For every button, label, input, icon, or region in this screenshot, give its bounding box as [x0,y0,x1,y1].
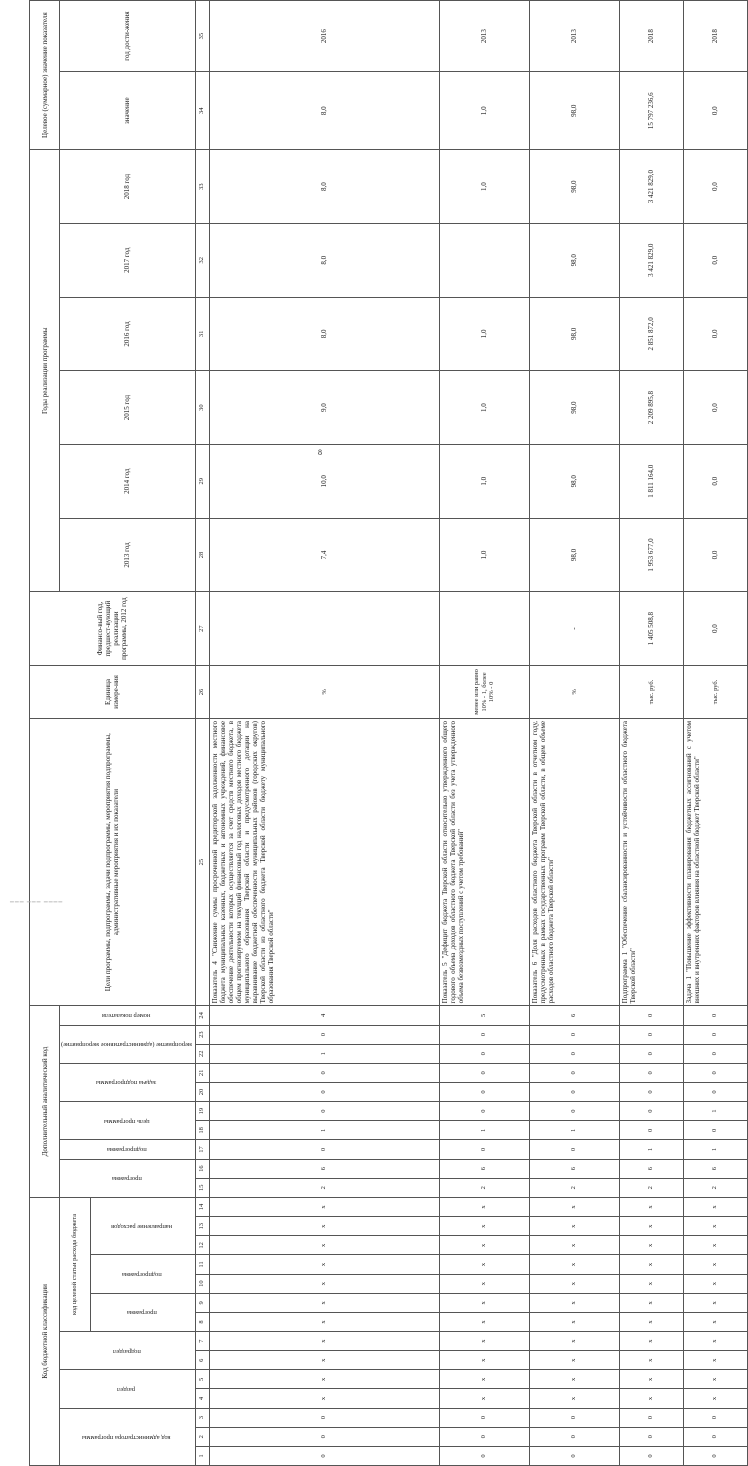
cell-v2017: 0,0 [683,223,747,297]
cell-v2015: 9,0 [209,371,439,445]
cell-fin [209,592,439,666]
header-a-task-program: цель программы [60,1102,196,1140]
code-digit: 0 [683,1427,747,1446]
goal-text: Показатель 6 "Доля расходов областного бюджета Тверской области в отчетном году, предусмотренных в рамках государственных программ Тверской области, в общем объеме расходов областного бюджета Тверской области" [529,718,619,1005]
code-digit: x [619,1332,683,1351]
code-digit: 2 [439,1178,529,1197]
cell-year: 2018 [619,1,683,72]
code-digit: 0 [439,1063,529,1082]
code-digit: x [619,1389,683,1408]
code-digit: 0 [619,1121,683,1140]
cell-v2013: 98,0 [529,518,619,592]
cell-v2013: 1 953 677,0 [619,518,683,592]
cell-v2018: 3 421 829,0 [619,150,683,224]
code-digit: 1 [683,1140,747,1159]
header-a-task-subprogram: задача подпрограммы [60,1063,196,1101]
column-number: 20 [195,1082,209,1101]
code-digit: 0 [619,1446,683,1465]
code-digit: 0 [683,1082,747,1101]
cell-target: 8,0 [209,72,439,150]
column-number: 2 [195,1427,209,1446]
code-digit: 0 [439,1408,529,1427]
code-digit: 0 [529,1082,619,1101]
cell-v2014: 10,0 [209,444,439,518]
cell-v2013: 7,4 [209,518,439,592]
column-number: 13 [195,1217,209,1236]
header-2017: 2017 год [60,223,196,297]
code-digit: x [439,1293,529,1312]
code-digit: x [683,1332,747,1351]
code-digit: 0 [619,1427,683,1446]
code-digit: x [683,1217,747,1236]
cell-fin: 0,0 [683,592,747,666]
code-digit: x [619,1351,683,1370]
cell-unit: % [529,665,619,718]
code-digit: 1 [209,1044,439,1063]
column-number: 6 [195,1351,209,1370]
code-digit: 0 [683,1446,747,1465]
header-program: программа [90,1293,195,1331]
code-digit: x [529,1351,619,1370]
column-number: 29 [195,444,209,518]
code-digit: x [209,1332,439,1351]
code-digit: 5 [439,1006,529,1025]
code-digit: x [209,1312,439,1331]
code-digit: 1 [683,1102,747,1121]
code-digit: 0 [529,1025,619,1044]
column-number: 30 [195,371,209,445]
cell-v2015: 0,0 [683,371,747,445]
code-digit: 0 [529,1427,619,1446]
code-digit: x [439,1197,529,1216]
cell-target: 98,0 [529,72,619,150]
code-digit: 0 [439,1082,529,1101]
code-digit: 4 [209,1006,439,1025]
cell-v2017 [439,223,529,297]
code-digit: 0 [529,1140,619,1159]
column-number: 9 [195,1293,209,1312]
code-digit: x [209,1370,439,1389]
code-digit: x [619,1370,683,1389]
cell-v2016: 0,0 [683,297,747,371]
code-digit: 0 [619,1044,683,1063]
column-number: 1 [195,1446,209,1465]
code-digit: 0 [209,1082,439,1101]
column-number: 5 [195,1370,209,1389]
code-digit: x [439,1217,529,1236]
column-number: 8 [195,1312,209,1331]
code-digit: 1 [529,1121,619,1140]
code-digit: x [439,1274,529,1293]
code-digit: 0 [619,1063,683,1082]
code-digit: x [209,1217,439,1236]
header-years-group: Годы реализации программы [30,150,60,592]
code-digit: x [439,1312,529,1331]
column-number: 3 [195,1408,209,1427]
code-digit: x [683,1197,747,1216]
table-row [683,1,747,1466]
header-target-group: Целевое (суммарное) значение показателя [30,1,60,150]
header-a-activity: мероприятие (административное мероприятие) [60,1025,196,1063]
cell-v2018: 0,0 [683,150,747,224]
column-number: 22 [195,1044,209,1063]
cell-target: 15 797 236,6 [619,72,683,150]
header-budget-class: Код бюджетной классификации [30,1197,60,1465]
code-digit: x [683,1370,747,1389]
code-digit: 0 [619,1006,683,1025]
code-digit: 0 [209,1025,439,1044]
column-number: 14 [195,1197,209,1216]
code-digit: x [683,1312,747,1331]
code-digit: x [209,1197,439,1216]
header-2013: 2013 год [60,518,196,592]
code-digit: x [529,1293,619,1312]
cell-v2015: 1,0 [439,371,529,445]
code-digit: x [439,1370,529,1389]
code-digit: 0 [683,1121,747,1140]
header-subprogram: подпрограмма [90,1255,195,1293]
code-digit: 0 [439,1025,529,1044]
goal-text: Подпрограмма 1 "Обеспечение сбалансированности и устойчивости областного бюджета Тверской области" [619,718,683,1005]
code-digit: 0 [209,1408,439,1427]
code-digit: x [209,1255,439,1274]
cell-unit: менее или равно 10% - 1, более 10% - 0 [439,665,529,718]
header-target-value: значение [60,72,196,150]
cell-v2017: 98,0 [529,223,619,297]
cell-fin [439,592,529,666]
code-digit: 6 [619,1159,683,1178]
header-admin-code: код администратора программы [60,1408,196,1465]
header-section: раздел [60,1370,196,1408]
cell-v2014: 98,0 [529,444,619,518]
code-digit: x [619,1197,683,1216]
cell-v2014: 0,0 [683,444,747,518]
code-digit: x [683,1351,747,1370]
scan-marks: ▁▁▁ ▁▁▁ ▁▁▁▁ [10,897,64,903]
header-goals: Цели программы, подпрограммы, задачи подпрограммы, мероприятия подпрограммы, административные мероприятия и их показатели [30,718,196,1005]
cell-v2014: 1 811 164,0 [619,444,683,518]
cell-v2015: 98,0 [529,371,619,445]
header-fin-year: Финансо-вый год, предшест-вующий реализации программы, 2012 год [30,592,196,666]
code-digit: 0 [619,1102,683,1121]
table-row [209,1,439,1466]
header-direction: направление расходов [90,1197,195,1255]
code-digit: 0 [683,1063,747,1082]
code-digit: x [683,1293,747,1312]
code-digit: 6 [439,1159,529,1178]
cell-year: 2018 [683,1,747,72]
code-digit: 0 [683,1408,747,1427]
column-number: 26 [195,665,209,718]
header-target-class: код целевой статьи расхода бюджета [60,1197,91,1331]
code-digit: x [683,1389,747,1408]
cell-v2018: 8,0 [209,150,439,224]
code-digit: 0 [529,1063,619,1082]
code-digit: x [619,1217,683,1236]
header-2014: 2014 год [60,444,196,518]
program-table [29,0,748,1466]
code-digit: 0 [529,1102,619,1121]
column-number: 11 [195,1255,209,1274]
code-digit: 0 [439,1446,529,1465]
code-digit: 0 [209,1427,439,1446]
code-digit: 0 [529,1446,619,1465]
code-digit: 6 [683,1159,747,1178]
column-number: 24 [195,1006,209,1025]
cell-v2018: 1,0 [439,150,529,224]
header-2016: 2016 год [60,297,196,371]
code-digit: 6 [529,1006,619,1025]
column-number: 10 [195,1274,209,1293]
cell-unit: % [209,665,439,718]
cell-v2016: 2 851 872,0 [619,297,683,371]
code-digit: 6 [529,1159,619,1178]
code-digit: 0 [439,1044,529,1063]
code-digit: x [439,1351,529,1370]
code-digit: x [619,1274,683,1293]
cell-v2017: 8,0 [209,223,439,297]
code-digit: x [209,1274,439,1293]
code-digit: 0 [209,1446,439,1465]
cell-year: 2013 [439,1,529,72]
code-digit: 0 [619,1082,683,1101]
code-digit: x [683,1236,747,1255]
code-digit: x [209,1236,439,1255]
code-digit: x [529,1389,619,1408]
code-digit: x [439,1255,529,1274]
table-row [619,1,683,1466]
cell-year: 2016 [209,1,439,72]
cell-v2014: 1,0 [439,444,529,518]
cell-v2013: 1,0 [439,518,529,592]
code-digit: x [209,1293,439,1312]
code-digit: 6 [209,1159,439,1178]
code-digit: x [619,1312,683,1331]
code-digit: 2 [683,1178,747,1197]
goal-text: Показатель 5 "Дефицит бюджета Тверской области относительно утвержденного общего годового объема доходов областного бюджета Тверской области без учета утвержденного объема безвозмездных поступлений с учетом требований" [439,718,529,1005]
code-digit: 0 [619,1025,683,1044]
table-row [439,1,529,1466]
code-digit: 0 [209,1063,439,1082]
column-number: 25 [195,718,209,1005]
cell-target: 0,0 [683,72,747,150]
code-digit: 0 [439,1140,529,1159]
code-digit: 2 [619,1178,683,1197]
code-digit: 0 [683,1006,747,1025]
cell-fin: - [529,592,619,666]
code-digit: 2 [209,1178,439,1197]
code-digit: x [209,1389,439,1408]
code-digit: 2 [529,1178,619,1197]
code-digit: 0 [209,1140,439,1159]
column-number: 33 [195,150,209,224]
column-number: 23 [195,1025,209,1044]
code-digit: x [529,1370,619,1389]
code-digit: x [529,1255,619,1274]
cell-v2016: 8,0 [209,297,439,371]
header-a-indicator: номер показателя [60,1006,196,1025]
table-row [529,1,619,1466]
header-target-year: год дости-жения [60,1,196,72]
code-digit: 0 [439,1102,529,1121]
cell-v2017: 3 421 829,0 [619,223,683,297]
code-digit: 0 [439,1427,529,1446]
column-number: 27 [195,592,209,666]
code-digit: 0 [683,1044,747,1063]
header-a-program: программа [60,1159,196,1197]
cell-v2015: 2 209 895,8 [619,371,683,445]
header-analytics: Дополнительный аналитический код [30,1006,60,1197]
column-number: 17 [195,1140,209,1159]
cell-unit: тыс. руб. [619,665,683,718]
program-table-rotated [29,0,720,1466]
column-number: 34 [195,72,209,150]
code-digit: x [529,1236,619,1255]
code-digit: x [439,1332,529,1351]
page-number: 8 [318,448,322,457]
cell-fin: 1 405 508,8 [619,592,683,666]
code-digit: 0 [619,1408,683,1427]
code-digit: 0 [209,1102,439,1121]
code-digit: x [619,1255,683,1274]
column-number: 28 [195,518,209,592]
column-number: 21 [195,1063,209,1082]
column-number: 16 [195,1159,209,1178]
cell-v2018: 98,0 [529,150,619,224]
code-digit: x [439,1389,529,1408]
code-digit: x [439,1236,529,1255]
code-digit: x [529,1312,619,1331]
cell-unit: тыс. руб. [683,665,747,718]
goal-text: Показатель 4 "Снижение суммы просроченной кредиторской задолженности местного бюджета муниципальных казенных, бюджетных и автономных учреждений, финансовое обеспечение деятельности которых осуществляется за счет средств местного бюджета, в общем прогнозируемом на текущий финансовый год налоговых доходов местного бюджета муниципального образования Тверской области и предусмотренного дотации на выравнивание бюджетной обеспеченности муниципальных районов (городских округов) Тверской области из областного бюджета Тверской области бюджету муниципального образования Тверской области" [209,718,439,1005]
column-number: 15 [195,1178,209,1197]
code-digit: x [529,1197,619,1216]
column-number: 12 [195,1236,209,1255]
cell-year: 2013 [529,1,619,72]
code-digit: x [209,1351,439,1370]
cell-v2013: 0,0 [683,518,747,592]
header-a-subprogram: подпрограмма [60,1140,196,1159]
code-digit: x [529,1274,619,1293]
column-number: 35 [195,1,209,72]
goal-text: Задача 1 "Повышение эффективности планирования бюджетных ассигнований с учетом внешних и внутренних факторов влияния на областной бюджет Тверской области" [683,718,747,1005]
code-digit: 1 [439,1121,529,1140]
cell-v2016: 98,0 [529,297,619,371]
header-unit: Единица измере-ния [30,665,196,718]
code-digit: x [619,1293,683,1312]
column-numbers-row [195,1,209,1466]
header-2015: 2015 год [60,371,196,445]
code-digit: 1 [619,1140,683,1159]
code-digit: 1 [209,1121,439,1140]
column-number: 4 [195,1389,209,1408]
column-number: 31 [195,297,209,371]
code-digit: x [529,1217,619,1236]
cell-target: 1,0 [439,72,529,150]
code-digit: 0 [529,1044,619,1063]
column-number: 32 [195,223,209,297]
code-digit: x [683,1274,747,1293]
header-subsection: подраздел [60,1332,196,1370]
column-number: 19 [195,1102,209,1121]
code-digit: x [529,1332,619,1351]
column-number: 18 [195,1121,209,1140]
code-digit: x [683,1255,747,1274]
cell-v2016: 1,0 [439,297,529,371]
column-number: 7 [195,1332,209,1351]
code-digit: 0 [683,1025,747,1044]
code-digit: x [619,1236,683,1255]
code-digit: 0 [529,1408,619,1427]
header-2018: 2018 год [60,150,196,224]
